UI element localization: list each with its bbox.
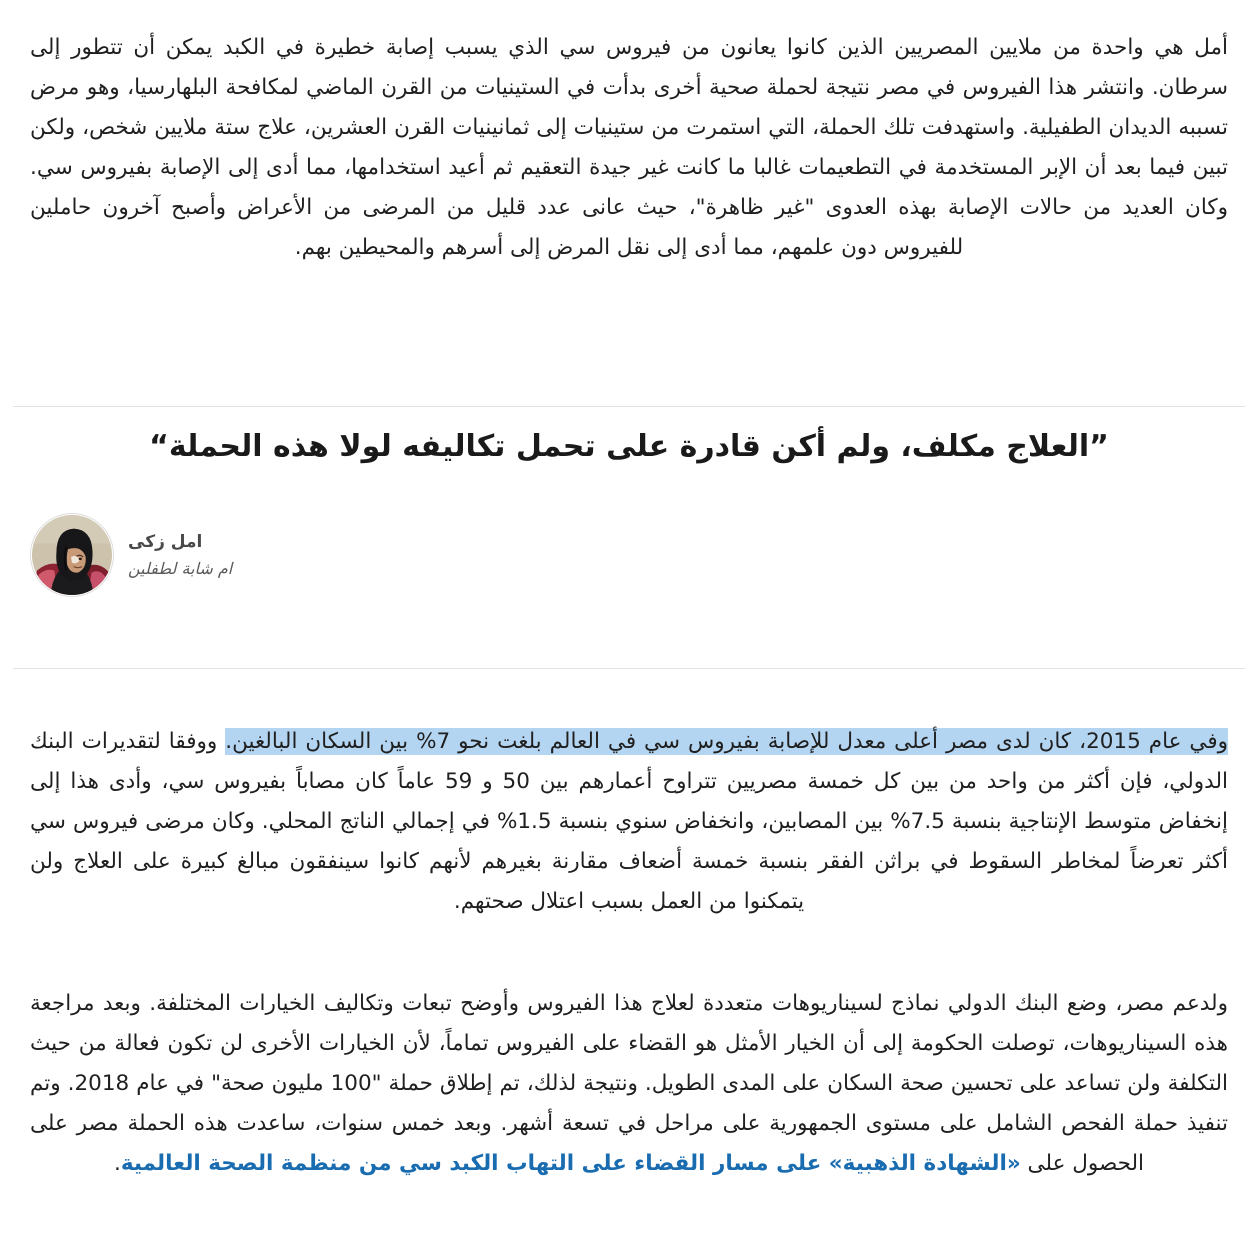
attribution-text (128, 531, 232, 580)
golden-certificate-link[interactable]: «الشهادة الذهبية» على مسار القضاء على التهاب الكبد سي من منظمة الصحة العالمية (120, 1150, 1021, 1176)
divider-below-quote (13, 668, 1245, 669)
avatar (30, 513, 114, 597)
pull-quote-section (30, 426, 1228, 468)
attribution-name: امل زكى (128, 531, 203, 552)
scenarios-paragraph-tail: . (113, 1150, 121, 1176)
intro-section (30, 6, 1228, 289)
scenarios-paragraph-lead: ولدعم مصر، وضع البنك الدولي نماذج لسيناريوهات متعددة لعلاج هذا الفيروس وأوضح تبعات وتكاليف الخيارات المختلفة. وبعد مراجعة هذه السيناريوهات، توصلت الحكومة إلى أن الخيار الأمثل هو القضاء على الفيروس تماماً، لأن الخيارات الأخرى لن تكون فعالة من حيث التكلفة ولن تساعد على تحسين صحة السكان على المدى الطويل. ونتيجة لذلك، تم إطلاق حملة "100 مليون صحة" في عام 2018. وتم تنفيذ حملة الفحص الشامل على مستوى الجمهورية على مراحل في تسعة أشهر. وبعد خمس سنوات، ساعدت هذه الحملة مصر على الحصول على (30, 990, 1228, 1176)
stats-section (30, 700, 1228, 943)
pull-quote-text: ”العلاج مكلف، ولم أكن قادرة على تحمل تكاليفه لولا هذه الحملة“ (149, 429, 1109, 464)
intro-paragraph: أمل هي واحدة من ملايين المصريين الذين كانوا يعانون من فيروس سي الذي يسبب إصابة خطيرة في الكبد يمكن أن تتطور إلى سرطان. وانتشر هذا الفيروس في مصر نتيجة لحملة صحية أخرى بدأت في الستينيات من القرن الماضي لمكافحة البلهارسيا، وهو مرض تسببه الديدان الطفيلية. واستهدفت تلك الحملة، التي استمرت من ستينيات إلى ثمانينيات القرن العشرين، علاج ستة ملايين شخص، ولكن تبين فيما بعد أن الإبر المستخدمة في التطعيمات غالبا ما كانت غير جيدة التعقيم ثم أعيد استخدامها، مما أدى إلى الإصابة بفيروس سي. وكان العديد من حالات الإصابة بهذه العدوى "غير ظاهرة"، حيث عانى عدد قليل من المرضى من الأعراض وأصبح آخرون حاملين للفيروس دون علمهم، مما أدى إلى نقل المرض إلى أسرهم والمحيطين بهم. (30, 34, 1228, 260)
highlighted-sentence: وفي عام 2015، كان لدى مصر أعلى معدل للإصابة بفيروس سي في العالم بلغت نحو 7% بين السكان البالغين. (225, 728, 1228, 754)
attribution-role: ام شابة لطفلين (128, 558, 233, 578)
stats-paragraph (30, 722, 1228, 922)
scenarios-section (30, 962, 1228, 1205)
stats-paragraph-rest: ووفقا لتقديرات البنك الدولي، فإن أكثر من واحد من بين كل خمسة مصريين تتراوح أعمارهم بين 50 و 59 عاماً كان مصاباً بفيروس سي، وأدى هذا إلى إنخفاض متوسط الإنتاجية بنسبة 7.5% بين المصابين، وانخفاض سنوي بنسبة 1.5% في إجمالي الناتج المحلي. وكان مرضى فيروس سي أكثر تعرضاً لمخاطر السقوط في براثن الفقر بنسبة خمسة أضعاف مقارنة بغيرهم لأنهم كانوا سينفقون مبالغ كبيرة على العلاج ولن يتمكنوا من العمل بسبب اعتلال صحتهم. (30, 728, 1228, 914)
divider-above-quote (13, 406, 1245, 407)
quote-attribution (30, 513, 1228, 597)
scenarios-paragraph (30, 984, 1228, 1184)
